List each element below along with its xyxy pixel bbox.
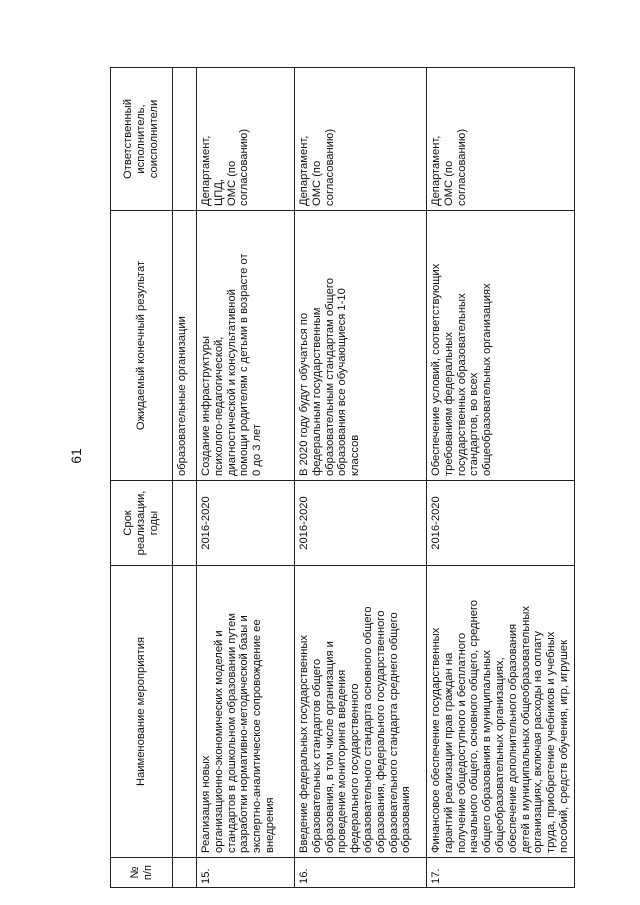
cell-name: Реализация новых организационно-экономических моделей и стандартов в дошкольном образовании путем разработки нормативно-методической базы и экспертно-аналитическое сопровождение ее внедрения [197, 566, 295, 858]
table-row-continuation [173, 68, 197, 888]
cell-name: Финансовое обеспечение государственных гарантий реализации прав граждан на получение общедоступного и бесплатного начального общего, основного общего, среднего общего образования в муниципальных общеобразовательных организациях, обеспечение дополнительного образования детей в муниципальных общеобразовательных организациях, включая расходы на оплату труда, приобретение учебников и учебных пособий, средств обучения, игр, игрушек [427, 566, 575, 858]
cell-empty [173, 481, 197, 566]
cell-responsible: Департамент, ОМС (по согласованию) [295, 68, 427, 211]
header-responsible: Ответственный исполнитель, соисполнители [111, 68, 173, 211]
cell-name: Введение федеральных государственных образовательных стандартов общего образования, в том числе организация и проведение мониторинга введения федерального государственного образовательного стандарта основного общего образования, федерального государственного образовательного стандарта среднего общего образования [295, 566, 427, 858]
cell-num: 16. [295, 858, 427, 888]
cell-term: 2016-2020 [295, 481, 427, 566]
cell-num: 15. [197, 858, 295, 888]
page-number: 61 [67, 448, 84, 464]
cell-responsible: Департамент, ОМС (по согласованию) [427, 68, 575, 211]
header-num: № п/п [111, 858, 173, 888]
cell-result: Создание инфраструктуры психолого-педагогической, диагностической и консультативной помощи родителям с детьми в возрасте от 0 до 3 лет [197, 211, 295, 481]
cell-empty [173, 68, 197, 211]
rotated-table-container [110, 68, 570, 888]
table-row [197, 68, 295, 888]
cell-result: Обеспечение условий, соответствующих требованиям федеральных государственных образовательных стандартов, во всех общеобразовательных организациях [427, 211, 575, 481]
header-result: Ожидаемый конечный результат [111, 211, 173, 481]
cell-num: 17. [427, 858, 575, 888]
cell-result: В 2020 году будут обучаться по федеральным государственным образовательным стандартам общего образования все обучающиеся 1-10 классов [295, 211, 427, 481]
cell-term: 2016-2020 [197, 481, 295, 566]
cell-empty [173, 858, 197, 888]
cell-result: образовательные организации [173, 211, 197, 481]
cell-responsible: Департамент, ЦПД, ОМС (по согласованию) [197, 68, 295, 211]
table-row [427, 68, 575, 888]
table-row [295, 68, 427, 888]
events-table [110, 67, 575, 888]
table-header-row [111, 68, 173, 888]
cell-term: 2016-2020 [427, 481, 575, 566]
cell-empty [173, 566, 197, 858]
header-term: Срок реализации, годы [111, 481, 173, 566]
header-name: Наименование мероприятия [111, 566, 173, 858]
